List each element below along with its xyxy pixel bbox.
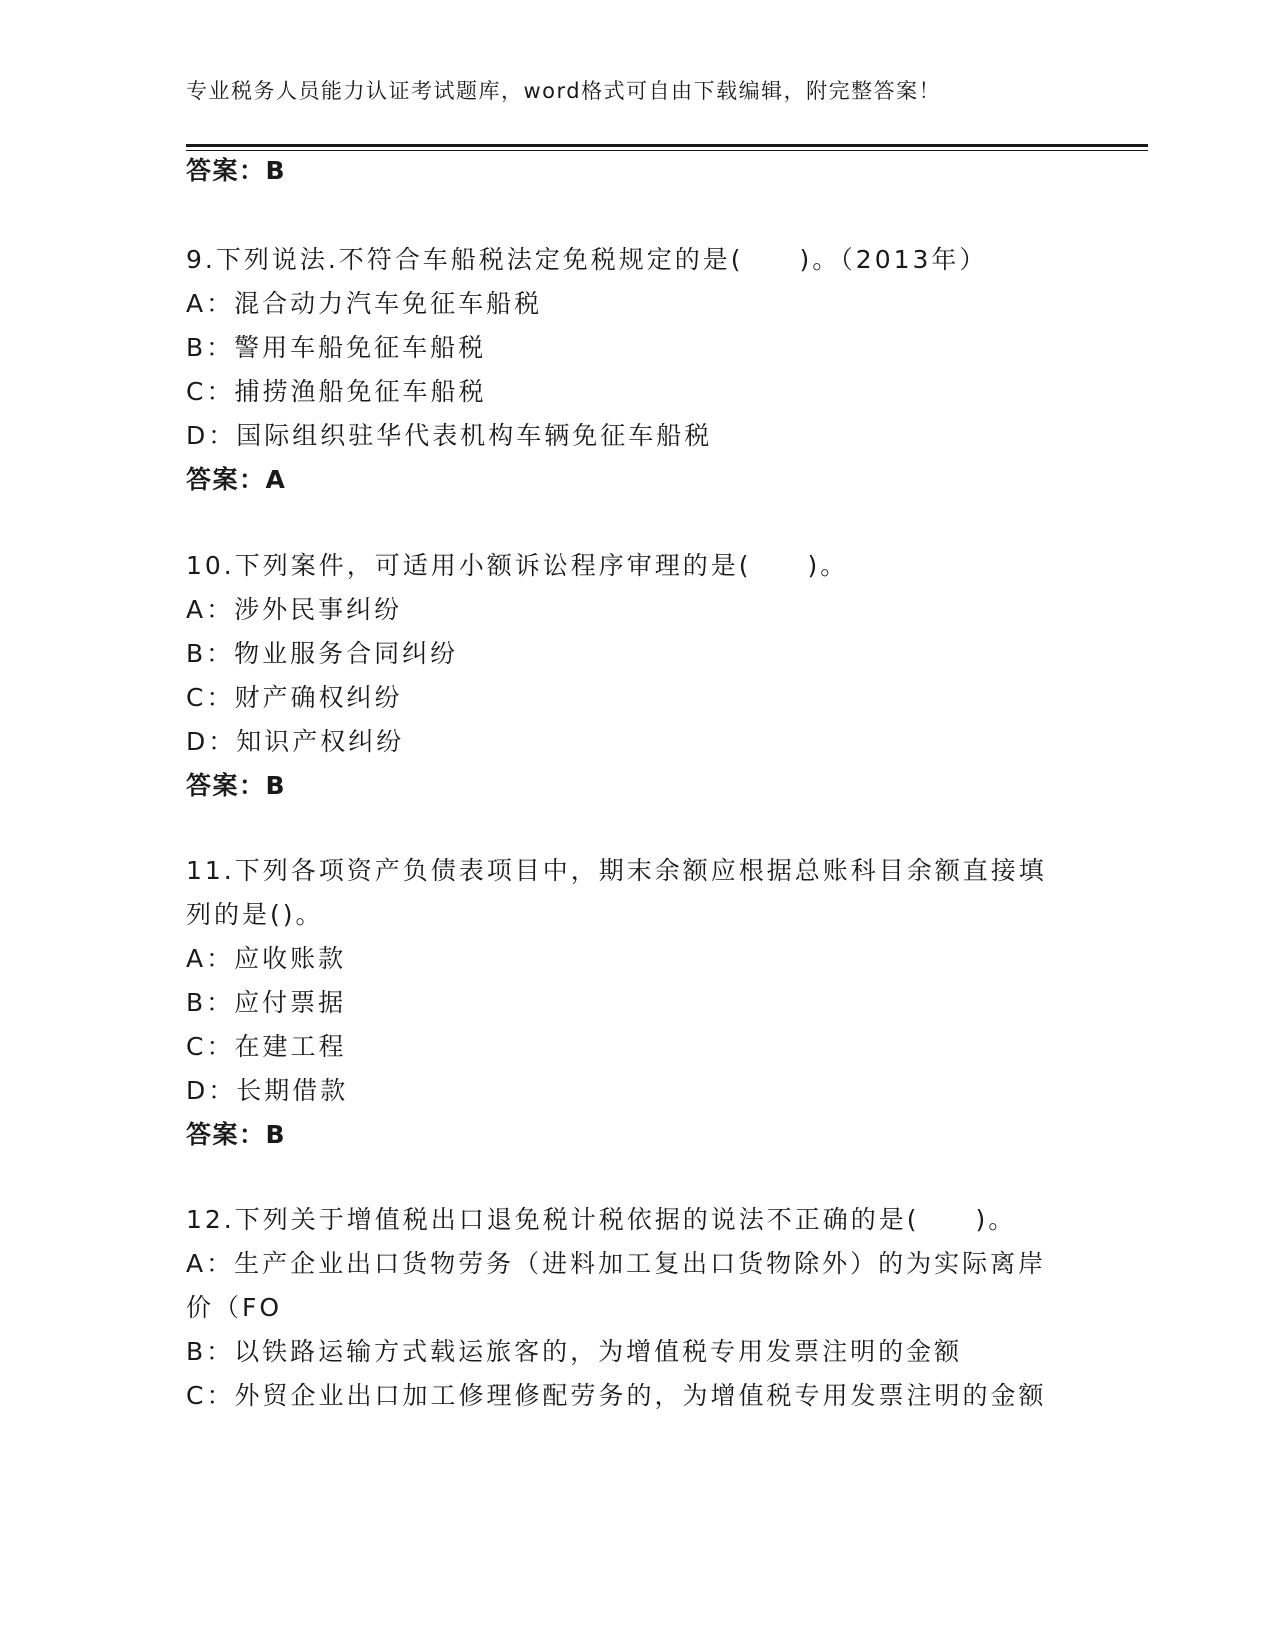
question-11-answer: 答案：B	[186, 1120, 287, 1149]
answer-prev: 答案：B	[186, 156, 287, 185]
question-9-option-a: A：混合动力汽车免征车船税	[186, 289, 543, 318]
question-11-option-b: B：应付票据	[186, 988, 347, 1017]
question-9-option-b: B：警用车船免征车船税	[186, 333, 487, 362]
question-12-option-a: A：生产企业出口货物劳务（进料加工复出口货物除外）的为实际离岸	[186, 1249, 1047, 1278]
header-rule-thick	[186, 144, 1148, 147]
question-12-stem: 12.下列关于增值税出口退免税计税依据的说法不正确的是( )。	[186, 1205, 1017, 1234]
question-9-option-d: D：国际组织驻华代表机构车辆免征车船税	[186, 421, 713, 450]
question-11-stem-line-2: 列的是()。	[186, 900, 324, 929]
question-11-option-d: D：长期借款	[186, 1076, 349, 1105]
question-11-stem-line-1: 11.下列各项资产负债表项目中，期末余额应根据总账科目余额直接填	[186, 856, 1047, 885]
page-header: 专业税务人员能力认证考试题库，word格式可自由下载编辑，附完整答案！	[186, 79, 942, 103]
question-9-stem: 9.下列说法.不符合车船税法定免税规定的是( )。（2013年）	[186, 245, 988, 274]
header-rule-thin	[186, 150, 1148, 151]
question-10-answer: 答案：B	[186, 771, 287, 800]
question-9-answer: 答案：A	[186, 465, 287, 494]
question-10-option-d: D：知识产权纠纷	[186, 727, 405, 756]
question-10-option-b: B：物业服务合同纠纷	[186, 639, 459, 668]
question-10-option-c: C：财产确权纠纷	[186, 683, 403, 712]
question-11-option-c: C：在建工程	[186, 1032, 347, 1061]
question-12-option-c: C：外贸企业出口加工修理修配劳务的，为增值税专用发票注明的金额	[186, 1381, 1047, 1410]
question-10-option-a: A：涉外民事纠纷	[186, 595, 403, 624]
question-11-option-a: A：应收账款	[186, 944, 347, 973]
question-10-stem: 10.下列案件，可适用小额诉讼程序审理的是( )。	[186, 551, 849, 580]
question-12-option-b: B：以铁路运输方式载运旅客的，为增值税专用发票注明的金额	[186, 1337, 963, 1366]
question-9-option-c: C：捕捞渔船免征车船税	[186, 377, 487, 406]
question-12-option-a-cont: 价（FO	[186, 1293, 283, 1322]
